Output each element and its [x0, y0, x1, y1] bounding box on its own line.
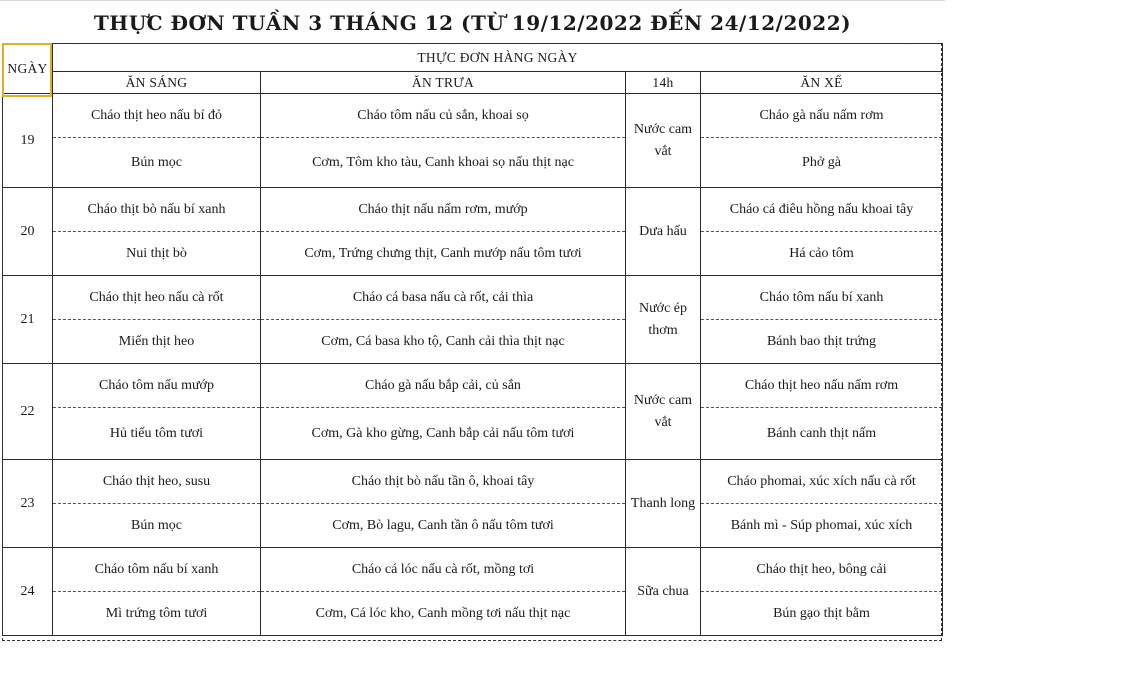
day-cell[interactable]: 24: [3, 548, 53, 636]
day-row: [3, 232, 943, 276]
menu-table: [2, 43, 943, 636]
afternoon-snack-cell[interactable]: Bún gạo thịt bằm: [701, 592, 943, 636]
day-row: [3, 320, 943, 364]
lunch-cell[interactable]: Cháo tôm nấu củ sắn, khoai sọ: [261, 94, 626, 138]
header-breakfast[interactable]: ĂN SÁNG: [53, 72, 261, 94]
header-lunch[interactable]: ĂN TRƯA: [261, 72, 626, 94]
lunch-cell[interactable]: Cơm, Tôm kho tàu, Canh khoai sọ nấu thịt nạc: [261, 138, 626, 188]
snack-14h-cell[interactable]: Thanh long: [626, 460, 701, 548]
breakfast-cell[interactable]: Bún mọc: [53, 138, 261, 188]
afternoon-snack-cell[interactable]: Cháo phomai, xúc xích nấu cà rốt: [701, 460, 943, 504]
day-row: [3, 548, 943, 592]
lunch-cell[interactable]: Cơm, Gà kho gừng, Canh bắp cải nấu tôm tươi: [261, 408, 626, 460]
day-row: [3, 364, 943, 408]
sheet-top-border: [0, 0, 945, 1]
header-14h[interactable]: 14h: [626, 72, 701, 94]
afternoon-snack-cell[interactable]: Phở gà: [701, 138, 943, 188]
afternoon-snack-cell[interactable]: Bánh canh thịt nấm: [701, 408, 943, 460]
breakfast-cell[interactable]: Bún mọc: [53, 504, 261, 548]
afternoon-snack-cell[interactable]: Bánh bao thịt trứng: [701, 320, 943, 364]
day-row: [3, 138, 943, 188]
snack-14h-cell[interactable]: Nước cam vắt: [626, 94, 701, 188]
afternoon-snack-cell[interactable]: Cháo tôm nấu bí xanh: [701, 276, 943, 320]
day-row: [3, 94, 943, 138]
day-cell[interactable]: 19: [3, 94, 53, 188]
lunch-cell[interactable]: Cháo thịt bò nấu tần ô, khoai tây: [261, 460, 626, 504]
day-row: [3, 408, 943, 460]
day-cell[interactable]: 23: [3, 460, 53, 548]
breakfast-cell[interactable]: Hủ tiếu tôm tươi: [53, 408, 261, 460]
breakfast-cell[interactable]: Mì trứng tôm tươi: [53, 592, 261, 636]
breakfast-cell[interactable]: Cháo thịt bò nấu bí xanh: [53, 188, 261, 232]
day-cell[interactable]: 20: [3, 188, 53, 276]
afternoon-snack-cell[interactable]: Cháo thịt heo nấu nấm rơm: [701, 364, 943, 408]
lunch-cell[interactable]: Cháo thịt nấu nấm rơm, mướp: [261, 188, 626, 232]
snack-14h-cell[interactable]: Dưa hấu: [626, 188, 701, 276]
lunch-cell[interactable]: Cơm, Trứng chưng thịt, Canh mướp nấu tôm tươi: [261, 232, 626, 276]
breakfast-cell[interactable]: Miến thịt heo: [53, 320, 261, 364]
breakfast-cell[interactable]: Cháo thịt heo nấu cà rốt: [53, 276, 261, 320]
header-daily-menu[interactable]: THỰC ĐƠN HÀNG NGÀY: [53, 44, 943, 72]
afternoon-snack-cell[interactable]: Cháo gà nấu nấm rơm: [701, 94, 943, 138]
page-title: THỰC ĐƠN TUẦN 3 THÁNG 12 (TỪ 19/12/2022 ĐẾN 24/12/2022): [93, 11, 852, 35]
lunch-cell[interactable]: Cháo cá basa nấu cà rốt, cải thìa: [261, 276, 626, 320]
day-row: [3, 188, 943, 232]
header-snack[interactable]: ĂN XẾ: [701, 72, 943, 94]
afternoon-snack-cell[interactable]: Cháo cá điêu hồng nấu khoai tây: [701, 188, 943, 232]
day-row: [3, 504, 943, 548]
day-cell[interactable]: 21: [3, 276, 53, 364]
lunch-cell[interactable]: Cơm, Cá basa kho tộ, Canh cải thìa thịt nạc: [261, 320, 626, 364]
breakfast-cell[interactable]: Cháo thịt heo, susu: [53, 460, 261, 504]
snack-14h-cell[interactable]: Nước cam vắt: [626, 364, 701, 460]
afternoon-snack-cell[interactable]: Bánh mì - Súp phomai, xúc xích: [701, 504, 943, 548]
breakfast-cell[interactable]: Cháo tôm nấu mướp: [53, 364, 261, 408]
snack-14h-cell[interactable]: Nước ép thơm: [626, 276, 701, 364]
breakfast-cell[interactable]: Cháo tôm nấu bí xanh: [53, 548, 261, 592]
lunch-cell[interactable]: Cháo cá lóc nấu cà rốt, mồng tơi: [261, 548, 626, 592]
afternoon-snack-cell[interactable]: Cháo thịt heo, bông cải: [701, 548, 943, 592]
lunch-cell[interactable]: Cơm, Bò lagu, Canh tần ô nấu tôm tươi: [261, 504, 626, 548]
snack-14h-cell[interactable]: Sữa chua: [626, 548, 701, 636]
breakfast-cell[interactable]: Cháo thịt heo nấu bí đỏ: [53, 94, 261, 138]
header-day[interactable]: NGÀY: [3, 44, 53, 94]
day-row: [3, 460, 943, 504]
day-cell[interactable]: 22: [3, 364, 53, 460]
day-row: [3, 592, 943, 636]
lunch-cell[interactable]: Cơm, Cá lóc kho, Canh mồng tơi nấu thịt nạc: [261, 592, 626, 636]
lunch-cell[interactable]: Cháo gà nấu bắp cải, củ sắn: [261, 364, 626, 408]
afternoon-snack-cell[interactable]: Há cảo tôm: [701, 232, 943, 276]
day-row: [3, 276, 943, 320]
breakfast-cell[interactable]: Nui thịt bò: [53, 232, 261, 276]
